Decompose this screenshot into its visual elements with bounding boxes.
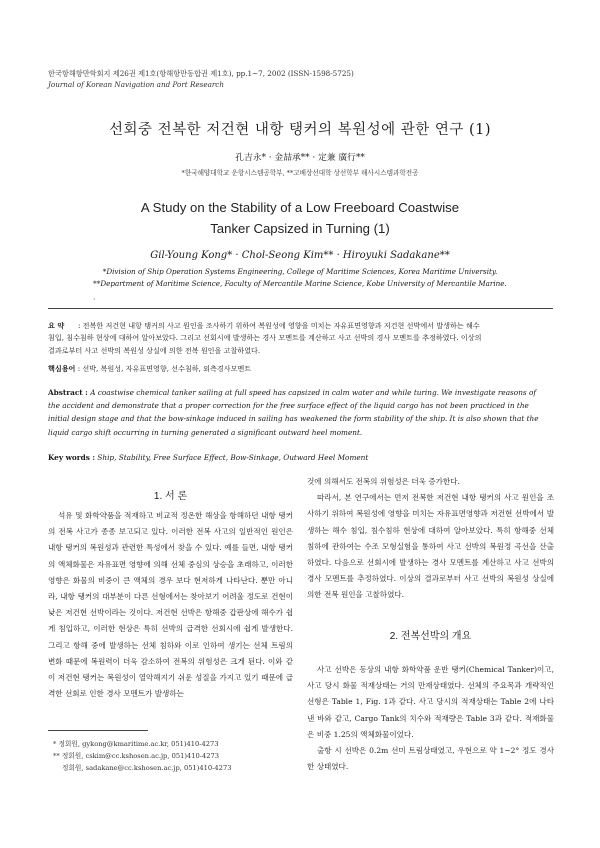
paper-title-english-line2: Tanker Capsized in Turning (1) bbox=[210, 221, 390, 236]
footnote: 정회원, sadakane@cc.kshosen.ac.jp, 051)410-4273 bbox=[62, 764, 232, 772]
footnote: * 정회원, gykong@kmaritime.ac.kr, 051)410-4273 bbox=[53, 740, 219, 748]
keywords-korean-label: 핵심용어 bbox=[48, 364, 76, 373]
keywords-english-text: Ship, Stability, Free Surface Effect, Bow-Sinkage, Outward Heel Moment bbox=[97, 453, 369, 462]
affiliation-english-1: *Division of Ship Operation Systems Engineering, College of Maritime Sciences, Korea Maritime University. bbox=[102, 267, 498, 276]
abstract-english bbox=[48, 386, 553, 439]
abstract-english-text: A coastwise chemical tanker sailing at full speed has capsized in calm water and while turing. We investigate reasons of bbox=[90, 388, 537, 397]
abstract-korean-label: 요 약 bbox=[48, 321, 65, 330]
abstract-english-line bbox=[48, 386, 553, 399]
body-paragraph: 것에 의해서도 전복의 위험성은 더욱 증가한다. bbox=[307, 477, 460, 486]
abstract-korean-line bbox=[48, 320, 553, 332]
authors-korean: 孔吉永* · 金喆承** · 定兼 廣行** bbox=[235, 153, 365, 163]
abstract-korean-line: 결과로부터 사고 선박의 복원성 상실에 의한 전복 원인을 고찰하였다. bbox=[48, 345, 261, 355]
authors-english: Gil-Young Kong* · Chol-Seong Kim** · Hiroyuki Sadakane** bbox=[150, 250, 450, 261]
section-heading-ship-overview: 2. 전복선박의 개요 bbox=[389, 631, 472, 642]
keywords-english bbox=[48, 453, 553, 462]
abstract-korean bbox=[48, 320, 553, 357]
body-column-right-section2 bbox=[307, 662, 554, 775]
decorative-dot: · bbox=[93, 295, 96, 304]
body-paragraph: 따라서, 본 연구에서는 먼저 전복한 저건현 내항 탱커의 사고 원인을 조사하기 위하여 복원성에 영향을 미치는 자유표면영향과 저건현 선박에서 발생하는 해수 침입, 침수침하 현상에 대하여 알아보았다. 특히 항해중 선체 침하에 관하여는 수조 모형실험을 통하여 사고 선박의 복원정 곡선을 산출하였다. 다음으로 선회시에 발생하는 경사 모멘트를 계산하고 사고 선박의 경사 모멘트를 추정하였다. 이상의 결과로부터 사고 선박의 복원성 상실에 의한 전복 원인을 고찰하였다. bbox=[307, 493, 554, 600]
abstract-english-line: liquid cargo shift occurring in turning generated a significant outward heel moment. bbox=[48, 427, 363, 437]
abstract-english-line: initial design stage and that the bow-sinkage induced in sailing has weakened the form stability of the ship. It is also shown that the bbox=[48, 414, 539, 424]
body-paragraph: 출항 시 선박은 0.2m 선미 트림상태였고, 우현으로 약 1~2° 정도 경사한 상태였다. bbox=[307, 746, 554, 772]
abstract-korean-text: : 전복한 저건현 내항 탱커의 사고 원인을 조사하기 위하여 복원성에 영향을 미치는 자유표면영향과 저건현 선박에서 발생하는 해수 bbox=[78, 321, 480, 330]
abstract-english-line: the accident and demonstrate that a proper correction for the free surface effect of the liquid cargo has not been practiced in the bbox=[48, 401, 529, 411]
keywords-korean-text: : 선박, 복원성, 자유표면영향, 선수침하, 외측경사모멘트 bbox=[77, 364, 252, 373]
body-column-left bbox=[48, 508, 293, 702]
section-heading-introduction: 1. 서 론 bbox=[153, 491, 188, 502]
footnote: ** 정회원, cskim@cc.kshosen.ac.jp, 051)410-4273 bbox=[53, 752, 219, 760]
keywords-english-label: Key words : bbox=[48, 453, 96, 462]
body-paragraph: 석유 및 화학약품을 적재하고 비교적 정온한 해상을 항해하던 내항 탱커의 전복 사고가 종종 보고되고 있다. 이러한 전복 사고의 일반적인 원인은 내항 탱커의 복원성과 관련한 특성에서 찾을 수 있다. 예를 들면, 내항 탱커의 액체화물은 자유표면 영향에 의해 선체 중심의 상승을 초래하고, 이러한 영향은 화물의 비중이 큰 액체의 경우 보다 현저하게 나타난다. 뿐만 아니라, 내항 탱커의 대부분이 다른 선형에서는 찾아보기 어려울 정도로 건현이 낮은 저건현 선박이라는 것이다. 저건현 선박은 항해중 갑판상에 해수가 쉽게 침입하고, 이러한 현상은 특히 선박의 급격한 선회시에 쉽게 발생한다. 그리고 항해 중에 발생하는 선체 침하와 이로 인하여 생기는 선체 트림의 변화 때문에 복원력이 더욱 감소하여 전복의 위험성은 크게 된다. 이와 같이 저건현 탱커는 복원성이 열악해지기 쉬운 성질을 가지고 있기 때문에 급격한 선회로 인한 경사 모멘트가 발생하는 bbox=[48, 511, 293, 699]
affiliation-english-2: **Department of Maritime Science, Faculty of Mercantile Marine Science, Kobe University of Mercantile Marine. bbox=[93, 279, 507, 288]
header-divider bbox=[48, 308, 553, 309]
abstract-english-label: Abstract : bbox=[48, 388, 88, 397]
affiliation-korean: *한국해양대학교 운항시스템공학부, **고베상선대학 상선학부 해사시스템과학전공 bbox=[181, 169, 419, 177]
paper-title-english-line1: A Study on the Stability of a Low Freeboard Coastwise bbox=[140, 200, 460, 215]
body-paragraph: 사고 선박은 동상의 내항 화학약품 운반 탱커(Chemical Tanker)이고, 사고 당시 화물 적재상태는 거의 만재상태였다. 선체의 주요목과 개략적인 선형은 Table 1, Fig. 1과 같다. 사고 당시의 적재상태는 Table 2에 나타낸 바와 같고, Cargo Tank의 치수와 적재량은 Table 3과 같다. 적재화물은 비중 1.25의 액체화물이었다. bbox=[307, 665, 554, 739]
abstract-korean-line: 침입, 침수침하 현상에 대하여 알아보았다. 그리고 선회시에 발생하는 경사 모멘트를 계산하고 사고 선박의 경사 모멘트를 추정하였다. 이상의 bbox=[48, 333, 482, 343]
paper-title-korean: 선회중 전복한 저건현 내항 탱커의 복원성에 관한 연구 (1) bbox=[108, 122, 492, 138]
body-column-right bbox=[307, 474, 554, 604]
journal-header-english: Journal of Korean Navigation and Port Research bbox=[48, 80, 224, 89]
keywords-korean bbox=[48, 364, 553, 374]
journal-header-line: 한국항해항만학회지 제26권 제1호(항해항만동합권 제1호), pp.1~7, 2002 (ISSN-1598-5725) bbox=[48, 69, 354, 78]
footnote-divider bbox=[48, 730, 148, 731]
